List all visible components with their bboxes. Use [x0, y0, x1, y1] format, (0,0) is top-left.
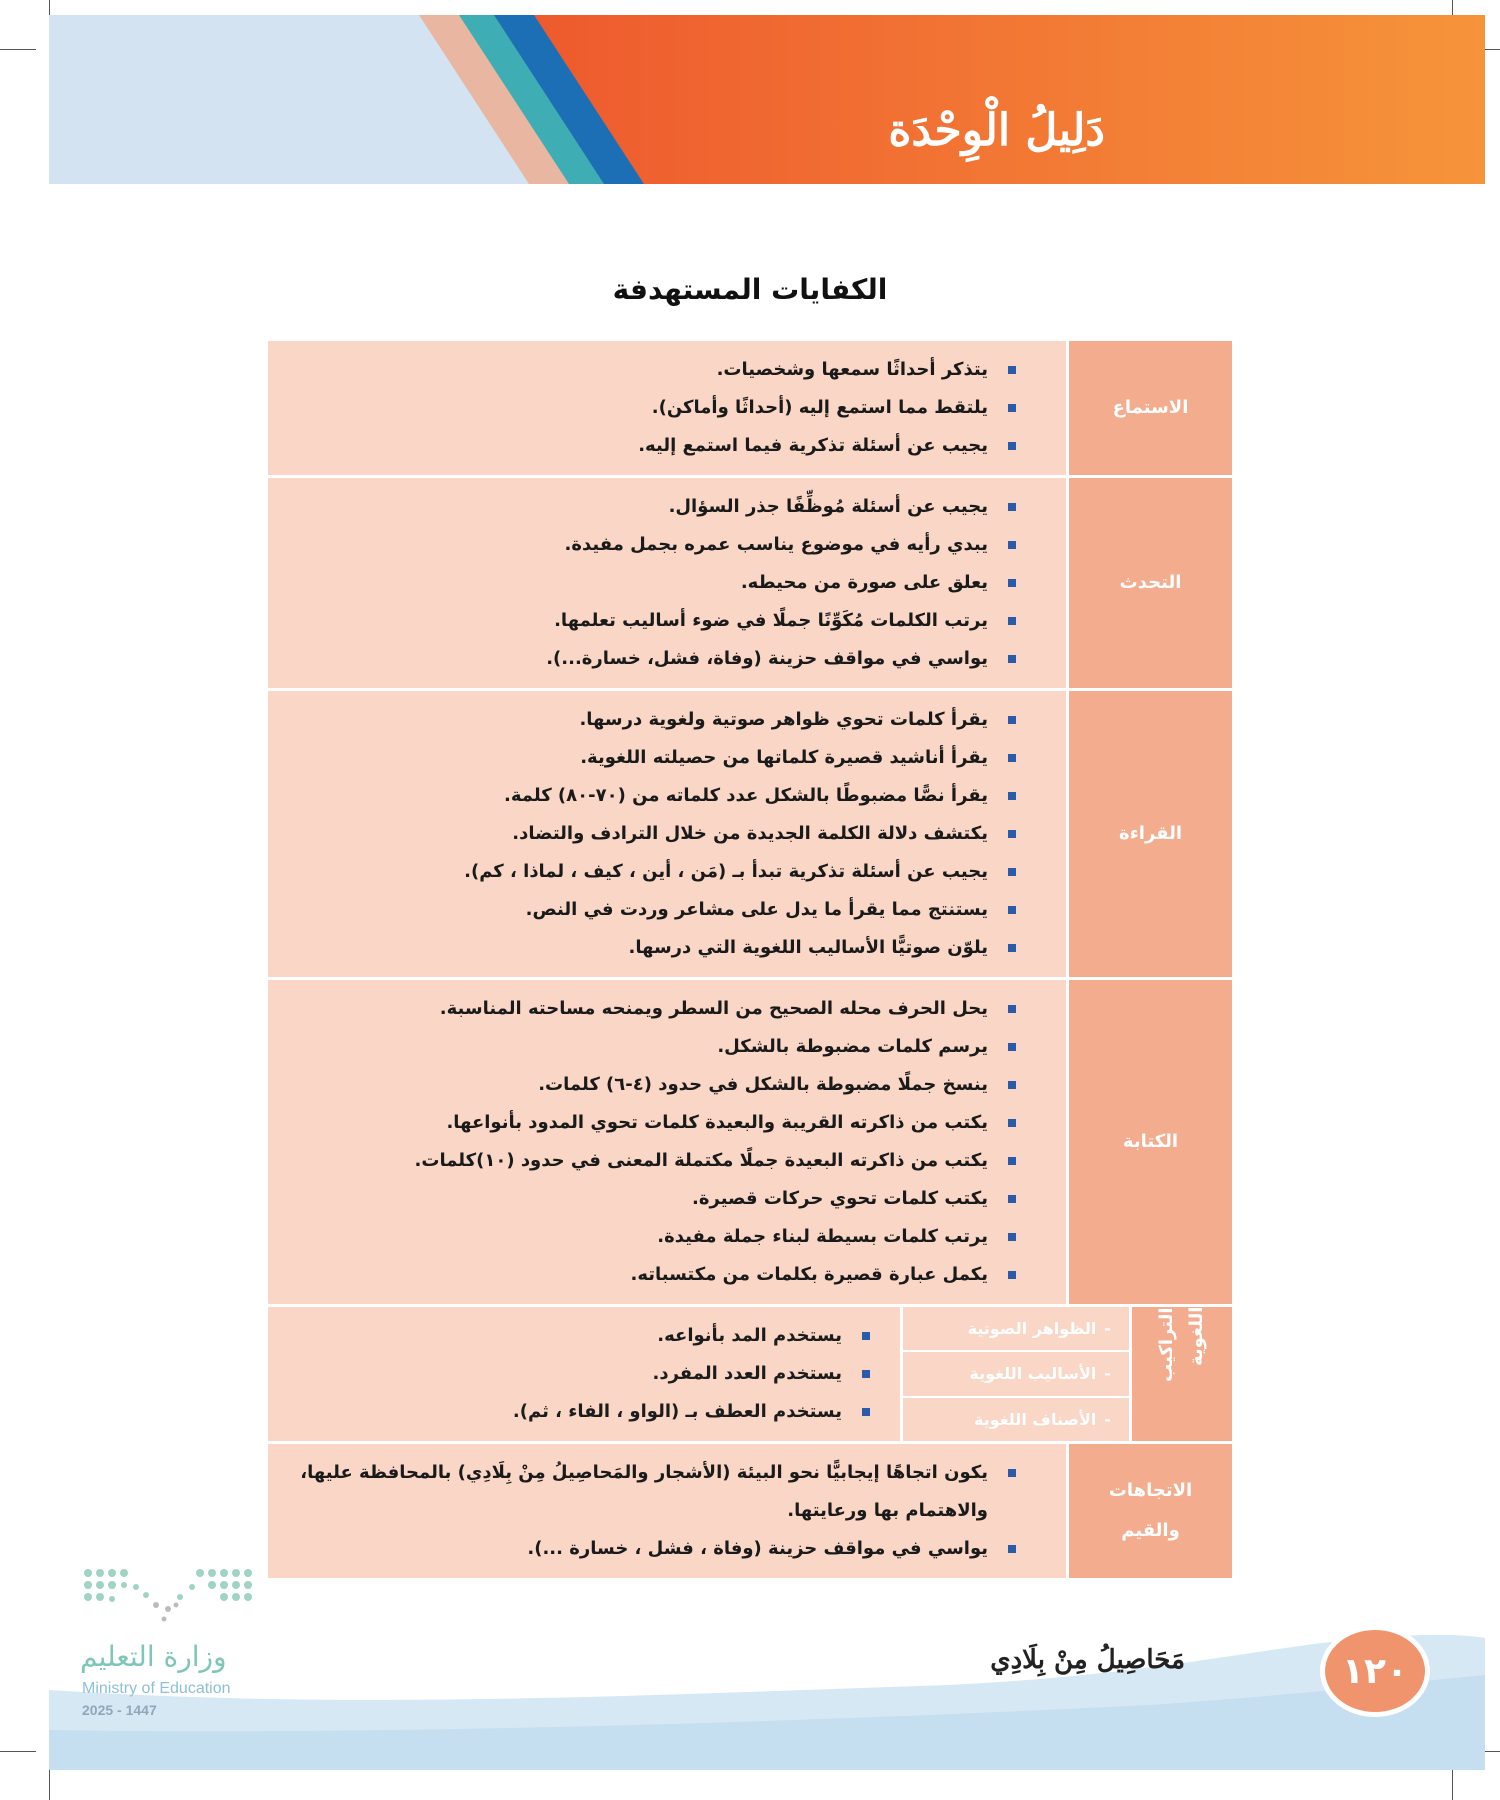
square-bullet-icon [1008, 1119, 1016, 1127]
list-item: يواسي في مواقف حزينة (وفاة، فشل، خسارة...). [288, 640, 1016, 678]
table-row-language-structures [268, 1307, 1232, 1444]
ministry-name-arabic: وزارة التعليم [80, 1640, 227, 1673]
book-title: مَحَاصِيلُ مِنْ بِلَادِي [990, 1645, 1185, 1675]
sub-category-phonetic: - الظواهر الصوتية [903, 1307, 1129, 1352]
table-row-writing [268, 980, 1232, 1307]
list-item: يجيب عن أسئلة تذكرية فيما استمع إليه. [288, 427, 1016, 465]
square-bullet-icon [1008, 366, 1016, 374]
competency-table [268, 341, 1232, 1578]
category-label-line1: الاتجاهات [1108, 1480, 1193, 1501]
crop-mark [0, 49, 36, 50]
square-bullet-icon [1008, 404, 1016, 412]
list-item: ينسخ جملًا مضبوطة بالشكل في حدود (٤-٦) كلمات. [288, 1066, 1016, 1104]
table-row-reading [268, 691, 1232, 980]
table-row-values [268, 1444, 1232, 1578]
square-bullet-icon [1008, 541, 1016, 549]
list-item: يلوّن صوتيًّا الأساليب اللغوية التي درسها. [288, 929, 1016, 967]
list-item: يتذكر أحداثًا سمعها وشخصيات. [288, 351, 1016, 389]
row-content [268, 341, 1066, 475]
sub-category-types: - الأصناف اللغوية [974, 1409, 1111, 1429]
square-bullet-icon [1008, 1157, 1016, 1165]
category-speaking: التحدث [1066, 478, 1232, 688]
list-item: يجيب عن أسئلة مُوظِّفًا جذر السؤال. [288, 488, 1016, 526]
list-item: يقرأ أناشيد قصيرة كلماتها من حصيلته اللغوية. [288, 739, 1016, 777]
sub-category-styles: - الأساليب اللغوية [903, 1352, 1129, 1397]
page-number: ١٢٠ [1320, 1625, 1430, 1717]
square-bullet-icon [1008, 1233, 1016, 1241]
header-banner [49, 15, 1485, 184]
list-item: يرسم كلمات مضبوطة بالشكل. [288, 1028, 1016, 1066]
square-bullet-icon [1008, 754, 1016, 762]
list-item: يقرأ كلمات تحوي ظواهر صوتية ولغوية درسها. [288, 701, 1016, 739]
list-item: يرتب الكلمات مُكَوِّنًا جملًا في ضوء أساليب تعلمها. [288, 602, 1016, 640]
list-item: يكتب كلمات تحوي حركات قصيرة. [288, 1180, 1016, 1218]
section-heading: الكفايات المستهدفة [612, 273, 888, 306]
table-row-speaking [268, 478, 1232, 691]
list-item: يحل الحرف محله الصحيح من السطر ويمنحه مساحته المناسبة. [288, 990, 1016, 1028]
list-item: يستخدم العدد المفرد. [288, 1355, 870, 1393]
row-content [268, 980, 1066, 1304]
list-item: يكتب من ذاكرته القريبة والبعيدة كلمات تحوي المدود بأنواعها. [288, 1104, 1016, 1142]
square-bullet-icon [1008, 1195, 1016, 1203]
square-bullet-icon [1008, 442, 1016, 450]
list-item: يقرأ نصًّا مضبوطًا بالشكل عدد كلماته من (٧٠-٨٠) كلمة. [288, 777, 1016, 815]
list-item: يكمل عبارة قصيرة بكلمات من مكتسباته. [288, 1256, 1016, 1294]
list-item: يعلق على صورة من محيطه. [288, 564, 1016, 602]
category-listening: الاستماع [1066, 341, 1232, 475]
list-item: يستخدم المد بأنواعه. [288, 1317, 870, 1355]
list-item: يكون اتجاهًا إيجابيًّا نحو البيئة (الأشجار والمَحاصِيلُ مِنْ بِلَادِي) بالمحافظة عليها، والاهتمام بها ورعايتها. [288, 1454, 1016, 1530]
square-bullet-icon [1008, 1469, 1016, 1477]
square-bullet-icon [1008, 830, 1016, 838]
square-bullet-icon [1008, 1043, 1016, 1051]
banner-graphic [49, 15, 1485, 184]
category-label: التراكيب اللغوية [1156, 1307, 1207, 1382]
row-content [268, 691, 1066, 977]
square-bullet-icon [1008, 503, 1016, 511]
square-bullet-icon [1008, 792, 1016, 800]
list-item: يجيب عن أسئلة تذكرية تبدأ بـ (مَن ، أين ، كيف ، لماذا ، كم). [288, 853, 1016, 891]
list-item: يلتقط مما استمع إليه (أحداثًا وأماكن). [288, 389, 1016, 427]
table-row-listening [268, 341, 1232, 478]
crop-mark [0, 1751, 36, 1752]
square-bullet-icon [862, 1408, 870, 1416]
square-bullet-icon [1008, 1545, 1016, 1553]
category-values [1066, 1444, 1232, 1578]
category-reading: القراءة [1066, 691, 1232, 977]
square-bullet-icon [1008, 1081, 1016, 1089]
list-item: يواسي في مواقف حزينة (وفاة ، فشل ، خسارة ...). [288, 1530, 1016, 1568]
list-item: يستنتج مما يقرأ ما يدل على مشاعر وردت في النص. [288, 891, 1016, 929]
list-item: يبدي رأيه في موضوع يناسب عمره بجمل مفيدة. [288, 526, 1016, 564]
ministry-logo-icon [80, 1565, 270, 1625]
banner-orange-field [534, 15, 1485, 184]
row-content [268, 1444, 1066, 1578]
square-bullet-icon [1008, 716, 1016, 724]
square-bullet-icon [1008, 1271, 1016, 1279]
square-bullet-icon [862, 1370, 870, 1378]
edition-year: 2025 - 1447 [82, 1702, 157, 1718]
list-item: يكتشف دلالة الكلمة الجديدة من خلال الترادف والتضاد. [288, 815, 1016, 853]
category-writing: الكتابة [1066, 980, 1232, 1304]
row-content [268, 478, 1066, 688]
square-bullet-icon [1008, 906, 1016, 914]
category-language-structures [1129, 1307, 1232, 1441]
square-bullet-icon [1008, 655, 1016, 663]
square-bullet-icon [1008, 944, 1016, 952]
sub-categories [900, 1307, 1129, 1441]
square-bullet-icon [1008, 868, 1016, 876]
unit-guide-title: دَلِيلُ الْوِحْدَة [888, 105, 1105, 156]
square-bullet-icon [1008, 579, 1016, 587]
ministry-name-english: Ministry of Education [82, 1680, 231, 1697]
list-item: يستخدم العطف بـ (الواو ، الفاء ، ثم). [288, 1393, 870, 1431]
list-item: يرتب كلمات بسيطة لبناء جملة مفيدة. [288, 1218, 1016, 1256]
row-content [268, 1307, 900, 1441]
square-bullet-icon [1008, 1005, 1016, 1013]
category-label-line2: والقيم [1121, 1520, 1180, 1541]
square-bullet-icon [1008, 617, 1016, 625]
square-bullet-icon [862, 1332, 870, 1340]
list-item: يكتب من ذاكرته البعيدة جملًا مكتملة المعنى في حدود (١٠)كلمات. [288, 1142, 1016, 1180]
